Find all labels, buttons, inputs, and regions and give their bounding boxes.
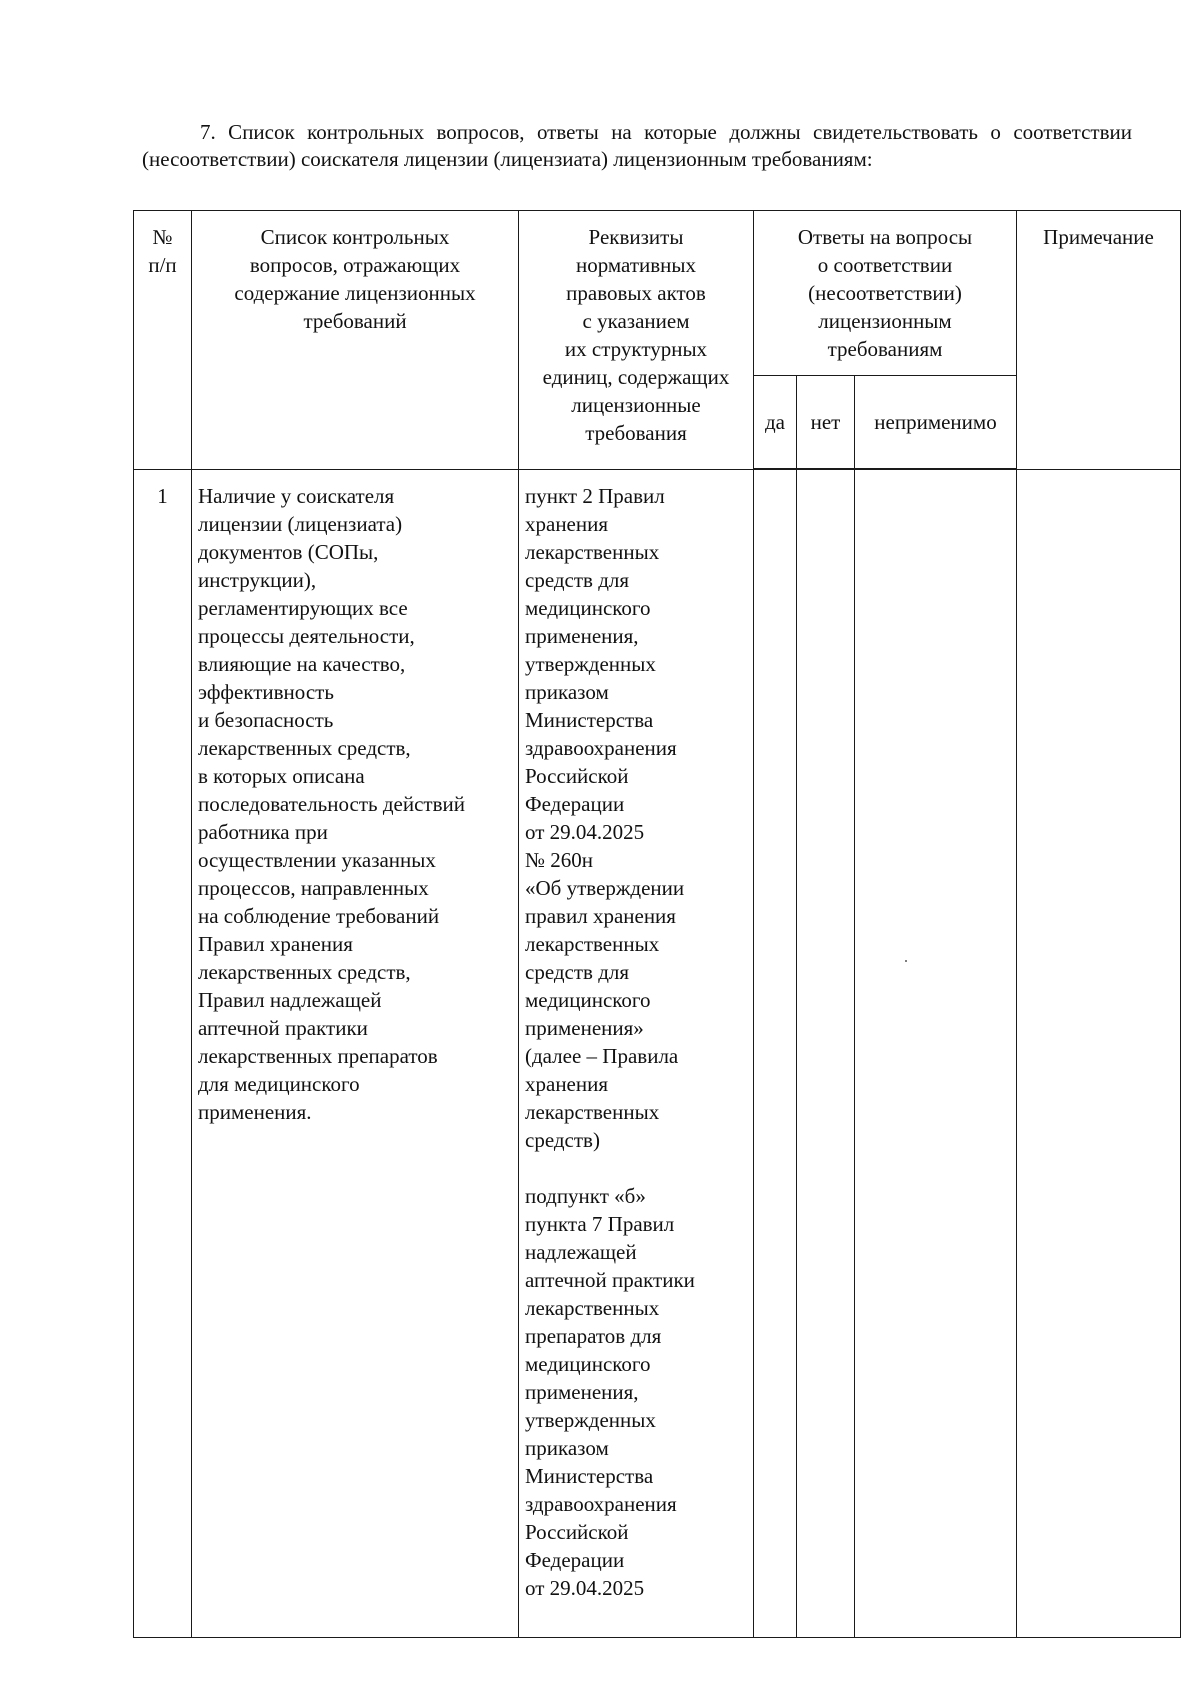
note-cell[interactable] xyxy=(1017,469,1181,1637)
header-question-list: Список контрольных вопросов, отражающих содержание лицензионных требований xyxy=(192,211,519,470)
checklist-table xyxy=(133,210,1181,1638)
row-question: Наличие у соискателя лицензии (лицензиата) документов (СОПы, инструкции), регламентирующих все процессы деятельности, влияющие на качество, эффективность и безопасность лекарственных средств, в которых описана последовательность действий работника при осуществлении указанных процессов, направленных на соблюдение требований Правил хранения лекарственных средств, Правил надлежащей аптечной практики лекарственных препаратов для медицинского применения. xyxy=(192,469,519,1637)
header-note: Примечание xyxy=(1017,211,1181,470)
header-answer-yes: да xyxy=(754,376,797,470)
header-legal-reference: Реквизиты нормативных правовых актов с указанием их структурных единиц, содержащих лицензионные требования xyxy=(519,211,754,470)
header-answer-not-applicable: неприменимо xyxy=(855,376,1017,470)
table-row xyxy=(134,469,1181,1637)
header-answer-no: нет xyxy=(797,376,855,470)
answer-no-cell[interactable] xyxy=(797,469,855,1637)
section-intro: 7. Список контрольных вопросов, ответы на которые должны свидетельствовать о соответствии (несоответствии) соискателя лицензии (лицензиата) лицензионным требованиям: xyxy=(142,120,1132,171)
answer-not-applicable-cell[interactable] xyxy=(855,469,1017,1637)
row-number: 1 xyxy=(134,469,192,1637)
paragraph-gap xyxy=(525,1154,749,1182)
header-answers: Ответы на вопросы о соответствии (несоответствии) лицензионным требованиям xyxy=(754,211,1017,376)
row-legal-reference: пункт 2 Правил хранения лекарственных средств для медицинского применения, утвержденных приказом Министерства здравоохранения Российской Федерации от 29.04.2025 № 260н «Об утверждении правил хранения лекарственных средств для медицинского применения» (далее – Правила хранения лекарственных средств) подпункт «б» пункта 7 Правил надлежащей аптечной практики лекарственных препаратов для медицинского применения, утвержденных приказом Министерства здравоохранения Российской Федерации от 29.04.2025 xyxy=(519,469,754,1637)
scan-speck xyxy=(905,960,907,962)
header-num: № п/п xyxy=(134,211,192,470)
answer-yes-cell[interactable] xyxy=(754,469,797,1637)
